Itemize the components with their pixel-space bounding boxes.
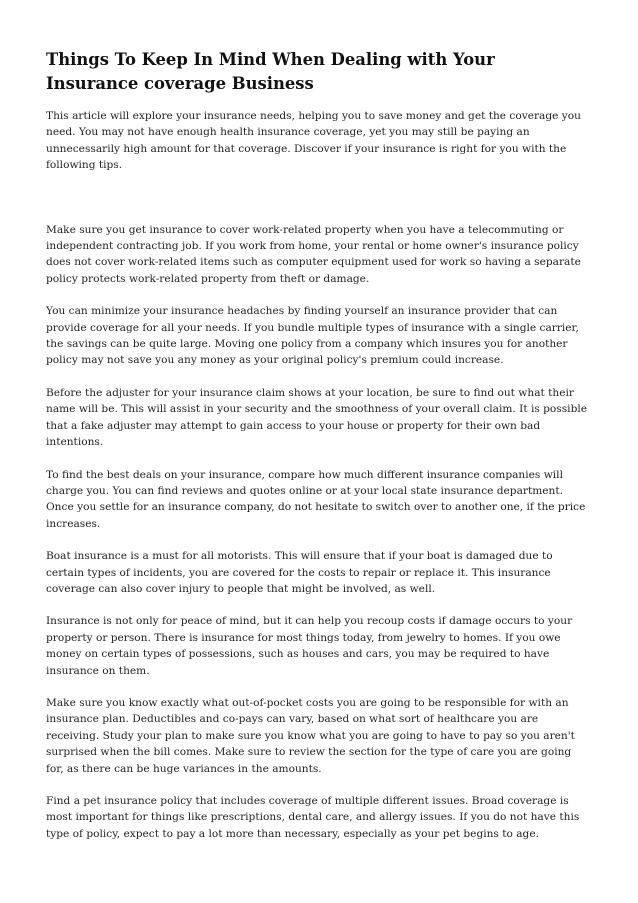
paragraph-compare-deals: To find the best deals on your insurance, compare how much different insurance companies will charge you. You can find reviews and quotes online or at your local state insurance department. Once you settle for an insurance company, do not hesitate to switch over to another one, if the price increases. — [46, 468, 586, 530]
paragraph-bundle-insurance: You can minimize your insurance headaches by finding yourself an insurance provider that can provide coverage for all your needs. If you bundle multiple types of insurance with a single carrier, the savings can be quite large. Moving one policy from a company which insures you for another policy may not save you any money as your original policy's premium could increase. — [46, 305, 579, 367]
paragraph-work-property: Make sure you get insurance to cover work-related property when you have a telecommuting or independent contracting job. If you work from home, your rental or home owner's insurance policy does not cover work-related items such as computer equipment used for work so having a separate policy protects work-related property from theft or damage. — [46, 223, 581, 285]
paragraph-out-of-pocket: Make sure you know exactly what out-of-pocket costs you are going to be responsible for with an insurance plan. Deductibles and co-pays can vary, based on what sort of healthcare you are receiving. Study your plan to make sure you know what you are going to have to pay so you aren't surprised when the bill comes. Make sure to review the section for the type of care you are going for, as there can be huge variances in the amounts. — [46, 696, 575, 775]
paragraph-peace-of-mind: Insurance is not only for peace of mind, but it can help you recoup costs if damage occurs to your property or person. There is insurance for most things today, from jewelry to homes. If you owe money on certain types of possessions, such as houses and cars, you may be required to have insurance on them. — [46, 615, 573, 677]
paragraph-adjuster: Before the adjuster for your insurance claim shows at your location, be sure to find out what their name will be. This will assist in your security and the smoothness of your overall claim. It is possible that a fake adjuster may attempt to gain access to your house or property for their own bad intentions. — [46, 386, 588, 449]
paragraph-intro: This article will explore your insurance needs, helping you to save money and get the coverage you need. You may not have enough health insurance coverage, yet you may still be paying an unnecessarily high amount for that coverage. Discover if your insurance is right for you with the following tips. — [46, 110, 581, 172]
document-page — [46, 48, 592, 858]
paragraph-pet-insurance: Find a pet insurance policy that includes coverage of multiple different issues. Broad coverage is most important for things like prescriptions, dental care, and allergy issues. If you do not have this type of policy, expect to pay a lot more than necessary, especially as your pet begins to age. — [46, 795, 580, 840]
document-title: Things To Keep In Mind When Dealing with Your Insurance coverage Business — [46, 50, 495, 93]
paragraph-boat-insurance: Boat insurance is a must for all motorists. This will ensure that if your boat is damaged due to certain types of incidents, you are covered for the costs to repair or replace it. This insurance coverage can also cover injury to people that might be involved, as well. — [46, 550, 553, 595]
